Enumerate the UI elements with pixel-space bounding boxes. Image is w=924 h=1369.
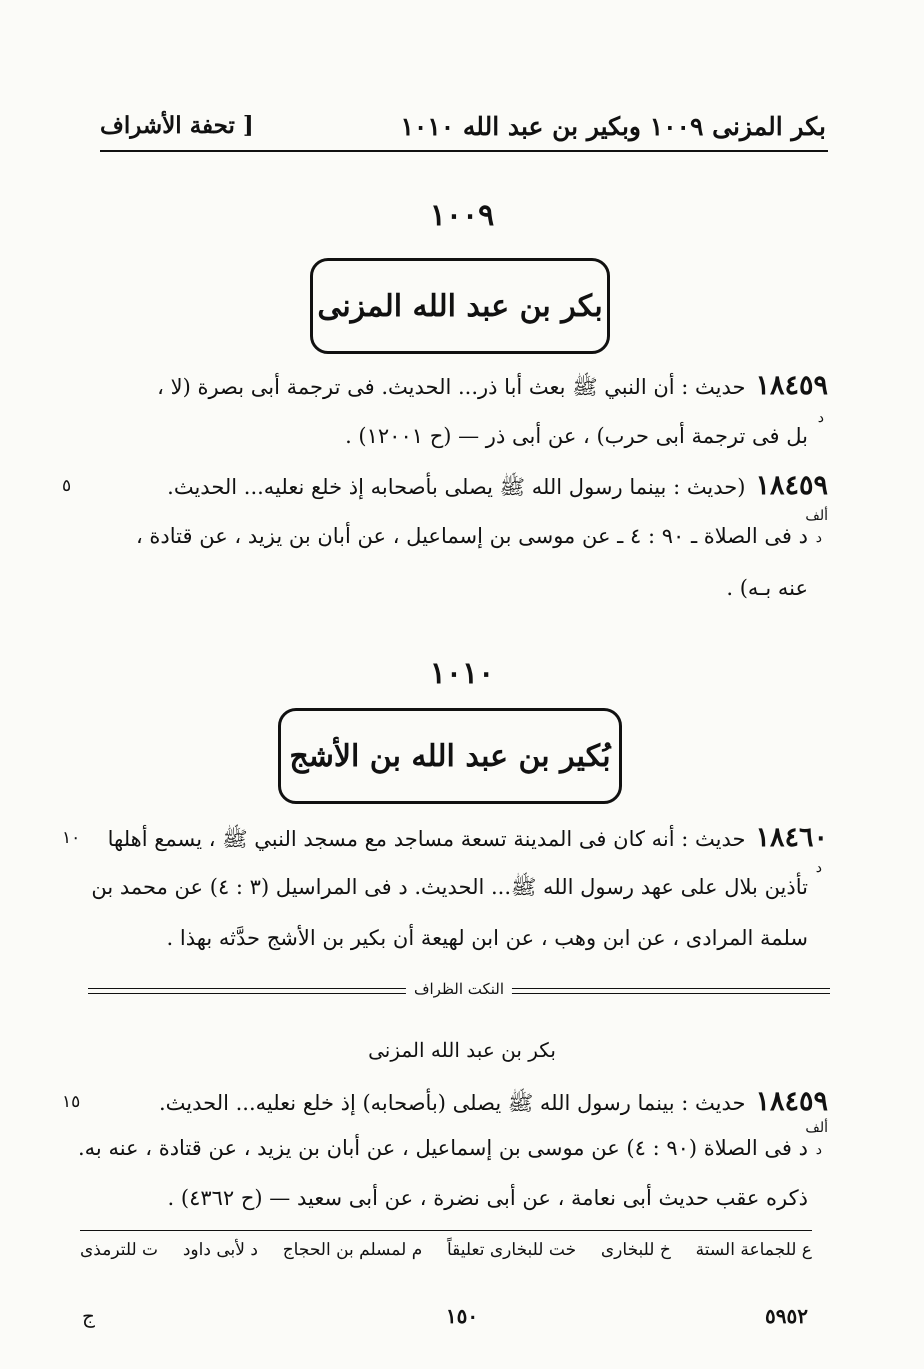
entry-1009-2-line2: د فى الصلاة ـ ٩٠ : ٤ ـ عن موسى بن إسماعيل ، عن أبان بن يزيد ، عن قتادة ، <box>135 524 808 548</box>
footer-entry-number: ٥٩٥٢ <box>765 1304 808 1328</box>
footnote-item: ت للترمذى <box>80 1240 159 1260</box>
entry-text: حديث : أن النبي ﷺ بعث أبا ذر... الحديث. فى ترجمة أبى بصرة (لا ، <box>157 375 746 399</box>
sigla-mark: د <box>815 860 822 876</box>
nukat-entry-line3: ذكره عقب حديث أبى نعامة ، عن أبى نضرة ، عن أبى سعيد — (ح ٤٣٦٢) . <box>167 1186 808 1210</box>
margin-line-number: ١٠ <box>62 828 81 848</box>
nukat-entry-line2: د فى الصلاة (٩٠ : ٤) عن موسى بن إسماعيل ، عن أبان بن يزيد ، عن قتادة ، عنه به. <box>77 1136 808 1160</box>
volume-letter: ج <box>82 1304 95 1328</box>
entry-1010-1-line3: سلمة المرادى ، عن ابن وهب ، عن ابن لهيعة أن بكير بن الأشج حدَّثه بهذا . <box>166 926 808 950</box>
section-number-1010: ١٠١٠ <box>429 656 495 691</box>
entry-text: حديث : بينما رسول الله ﷺ يصلى (بأصحابه) إذ خلع نعليه... الحديث. <box>158 1091 746 1115</box>
narrator-name-box-1009 <box>310 258 610 354</box>
divider-label: النكت الظراف <box>406 980 512 998</box>
page-number: ١٥٠ <box>445 1304 479 1328</box>
nukat-divider <box>88 982 830 1002</box>
footnote-item: خ للبخارى <box>600 1240 671 1260</box>
hadith-number: ١٨٤٥٩ <box>755 1086 828 1117</box>
hadith-number: ١٨٤٥٩ <box>755 370 828 401</box>
section-number-1009: ١٠٠٩ <box>429 198 495 233</box>
entry-1010-1-line2: تأذين بلال على عهد رسول الله ﷺ... الحديث. د فى المراسيل (٣ : ٤) عن محمد بن <box>91 875 808 899</box>
nukat-entry-line1 <box>70 1086 828 1121</box>
sigla-mark: د <box>817 410 824 426</box>
margin-line-number: ٥ <box>62 476 72 496</box>
narrator-name-1009: بكر بن عبد الله المزنى <box>317 288 603 324</box>
margin-line-number: ١٥ <box>62 1092 81 1112</box>
footnote-rule <box>80 1230 812 1231</box>
hadith-number: ١٨٤٦٠ <box>755 822 828 853</box>
entry-1010-1-line1 <box>70 822 828 857</box>
footnote-item: ع للجماعة الستة <box>695 1240 812 1260</box>
narrator-name-box-1010 <box>278 708 622 804</box>
sigla-mark: د <box>815 1142 822 1158</box>
running-title-left: [ تحفة الأشراف <box>100 112 254 139</box>
entry-1009-2-line1 <box>70 470 828 505</box>
hadith-number: ١٨٤٥٩ <box>755 470 828 501</box>
sigla-mark-top: ألف <box>805 508 828 524</box>
footnote-abbreviations <box>80 1240 812 1260</box>
header-rule <box>100 150 828 152</box>
entry-text: حديث : أنه كان فى المدينة تسعة مساجد مع مسجد النبي ﷺ ، يسمع أهلها <box>107 827 746 851</box>
footnote-item: م لمسلم بن الحجاج <box>282 1240 423 1260</box>
footnote-item: خت للبخارى تعليقاً <box>447 1240 577 1260</box>
footnote-item: د لأبى داود <box>182 1240 258 1260</box>
entry-1009-1-line2: بل فى ترجمة أبى حرب) ، عن أبى ذر — (ح ١٢٠٠١) . <box>345 424 808 448</box>
narrator-name-1010: بُكير بن عبد الله بن الأشج <box>289 738 611 774</box>
running-title-right: بكر المزنى ١٠٠٩ وبكير بن عبد الله ١٠١٠ <box>400 112 826 141</box>
entry-1009-2-line3: عنه بـه) . <box>726 576 808 600</box>
entry-1009-1-line1 <box>70 370 828 405</box>
nukat-heading: بكر بن عبد الله المزنى <box>368 1038 556 1062</box>
sigla-mark: د <box>815 530 822 546</box>
entry-text: (حديث : بينما رسول الله ﷺ يصلى بأصحابه إذ خلع نعليه... الحديث. <box>167 475 746 499</box>
sigla-mark-top: ألف <box>805 1120 828 1136</box>
